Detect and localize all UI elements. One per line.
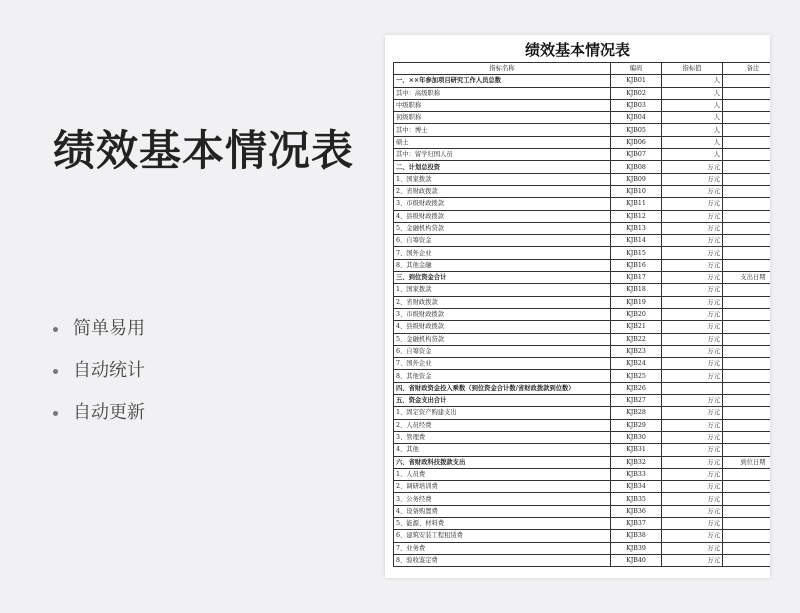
- cell-value: 万元: [662, 419, 723, 431]
- table-row: [394, 75, 771, 87]
- cell-note: 支出日期: [723, 272, 771, 284]
- cell-code: KJB26: [611, 382, 662, 394]
- cell-note: [723, 149, 771, 161]
- cell-code: KJB16: [611, 259, 662, 271]
- table-row: [394, 136, 771, 148]
- cell-note: [723, 468, 771, 480]
- cell-indicator-name: 一、××年参加项目研究工作人员总数: [394, 75, 611, 87]
- cell-indicator-name: 五、资金支出合计: [394, 395, 611, 407]
- cell-value: 万元: [662, 173, 723, 185]
- cell-code: KJB21: [611, 321, 662, 333]
- table-row: [394, 407, 771, 419]
- cell-value: 人: [662, 99, 723, 111]
- cell-code: KJB02: [611, 87, 662, 99]
- table-row: [394, 530, 771, 542]
- header-indicator-name: 指标名称: [394, 63, 611, 75]
- table-row: [394, 382, 771, 394]
- table-row: [394, 431, 771, 443]
- table-row: [394, 308, 771, 320]
- cell-code: KJB32: [611, 456, 662, 468]
- cell-indicator-name: 中级职称: [394, 99, 611, 111]
- cell-note: [723, 235, 771, 247]
- cell-code: KJB17: [611, 272, 662, 284]
- cell-code: KJB33: [611, 468, 662, 480]
- table-row: [394, 161, 771, 173]
- table-row: [394, 247, 771, 259]
- cell-indicator-name: 6、自筹资金: [394, 345, 611, 357]
- cell-indicator-name: 3、市级财政拨款: [394, 308, 611, 320]
- table-row: [394, 149, 771, 161]
- table-row: [394, 468, 771, 480]
- table-row: [394, 444, 771, 456]
- cell-note: [723, 333, 771, 345]
- cell-indicator-name: 7、国外企业: [394, 247, 611, 259]
- table-row: [394, 210, 771, 222]
- feature-item: [53, 350, 145, 392]
- table-row: [394, 481, 771, 493]
- cell-code: KJB10: [611, 185, 662, 197]
- cell-code: KJB38: [611, 530, 662, 542]
- cell-code: KJB14: [611, 235, 662, 247]
- cell-note: [723, 124, 771, 136]
- table-body: [394, 75, 771, 567]
- table-row: [394, 358, 771, 370]
- cell-code: KJB28: [611, 407, 662, 419]
- cell-value: 万元: [662, 161, 723, 173]
- bullet-icon: [53, 369, 58, 374]
- cell-value: 万元: [662, 395, 723, 407]
- cell-indicator-name: 1、国家拨款: [394, 173, 611, 185]
- table-row: [394, 370, 771, 382]
- cell-indicator-name: 初级职称: [394, 112, 611, 124]
- cell-indicator-name: 其中：高级职称: [394, 87, 611, 99]
- cell-value: 万元: [662, 235, 723, 247]
- sheet-title: 绩效基本情况表: [524, 41, 630, 59]
- feature-label: 自动更新: [73, 402, 145, 423]
- cell-value: 万元: [662, 542, 723, 554]
- feature-label: 自动统计: [73, 360, 145, 381]
- table-header-row: [394, 63, 771, 75]
- bullet-icon: [53, 327, 58, 332]
- cell-value: 人: [662, 124, 723, 136]
- cell-note: [723, 284, 771, 296]
- cell-indicator-name: 3、管理费: [394, 431, 611, 443]
- cell-indicator-name: 8、其他资金: [394, 370, 611, 382]
- cell-code: KJB18: [611, 284, 662, 296]
- cell-value: 万元: [662, 333, 723, 345]
- cell-indicator-name: 2、省财政拨款: [394, 296, 611, 308]
- cell-indicator-name: 7、国外企业: [394, 358, 611, 370]
- cell-code: KJB39: [611, 542, 662, 554]
- cell-indicator-name: 5、金融机构贷款: [394, 333, 611, 345]
- cell-value: 万元: [662, 272, 723, 284]
- table-row: [394, 554, 771, 566]
- left-panel: [0, 0, 380, 613]
- table-row: [394, 112, 771, 124]
- performance-table: [393, 62, 770, 567]
- cell-indicator-name: 4、其他: [394, 444, 611, 456]
- feature-list: [53, 308, 145, 434]
- cell-code: KJB24: [611, 358, 662, 370]
- table-row: [394, 345, 771, 357]
- cell-note: [723, 444, 771, 456]
- cell-code: KJB15: [611, 247, 662, 259]
- cell-code: KJB09: [611, 173, 662, 185]
- bullet-icon: [53, 411, 58, 416]
- cell-note: [723, 210, 771, 222]
- cell-value: 人: [662, 112, 723, 124]
- cell-value: 万元: [662, 554, 723, 566]
- cell-note: [723, 542, 771, 554]
- table-row: [394, 493, 771, 505]
- cell-value: 万元: [662, 456, 723, 468]
- cell-indicator-name: 2、人员经费: [394, 419, 611, 431]
- cell-note: [723, 530, 771, 542]
- cell-indicator-name: 2、省财政拨款: [394, 185, 611, 197]
- spreadsheet-preview: [385, 35, 770, 578]
- cell-note: [723, 99, 771, 111]
- cell-indicator-name: 5、能源、材料费: [394, 517, 611, 529]
- cell-value: 万元: [662, 308, 723, 320]
- cell-note: [723, 75, 771, 87]
- cell-note: [723, 554, 771, 566]
- cell-code: KJB20: [611, 308, 662, 320]
- table-row: [394, 124, 771, 136]
- page-title: 绩效基本情况表: [53, 126, 355, 175]
- cell-code: KJB29: [611, 419, 662, 431]
- header-code: 编码: [611, 63, 662, 75]
- cell-code: KJB22: [611, 333, 662, 345]
- cell-code: KJB19: [611, 296, 662, 308]
- cell-value: 万元: [662, 517, 723, 529]
- cell-value: 人: [662, 87, 723, 99]
- cell-note: [723, 198, 771, 210]
- cell-code: KJB36: [611, 505, 662, 517]
- cell-code: KJB04: [611, 112, 662, 124]
- cell-indicator-name: 8、验收鉴定费: [394, 554, 611, 566]
- cell-note: [723, 481, 771, 493]
- cell-indicator-name: 硕士: [394, 136, 611, 148]
- cell-note: 到位日期: [723, 456, 771, 468]
- cell-value: 万元: [662, 198, 723, 210]
- cell-indicator-name: 三、到位资金合计: [394, 272, 611, 284]
- cell-note: [723, 358, 771, 370]
- cell-value: 万元: [662, 247, 723, 259]
- table-row: [394, 284, 771, 296]
- cell-value: 万元: [662, 530, 723, 542]
- table-row: [394, 542, 771, 554]
- cell-note: [723, 87, 771, 99]
- cell-indicator-name: 1、固定资产购建支出: [394, 407, 611, 419]
- cell-note: [723, 345, 771, 357]
- table-row: [394, 222, 771, 234]
- cell-indicator-name: 4、县级财政拨款: [394, 321, 611, 333]
- cell-note: [723, 395, 771, 407]
- table-row: [394, 505, 771, 517]
- cell-note: [723, 161, 771, 173]
- cell-note: [723, 259, 771, 271]
- cell-value: 人: [662, 149, 723, 161]
- cell-value: 人: [662, 136, 723, 148]
- cell-indicator-name: 四、省财政资金投入乘数（到位资金合计数/省财政拨款到位数）: [394, 382, 611, 394]
- cell-value: 万元: [662, 210, 723, 222]
- cell-value: 万元: [662, 444, 723, 456]
- cell-code: KJB08: [611, 161, 662, 173]
- cell-code: KJB40: [611, 554, 662, 566]
- cell-note: [723, 321, 771, 333]
- table-row: [394, 259, 771, 271]
- table-row: [394, 395, 771, 407]
- cell-indicator-name: 其中：留学归国人员: [394, 149, 611, 161]
- cell-value: 万元: [662, 296, 723, 308]
- cell-value: 万元: [662, 284, 723, 296]
- cell-value: 万元: [662, 321, 723, 333]
- cell-indicator-name: 4、设备购置费: [394, 505, 611, 517]
- cell-indicator-name: 6、建筑安装工程租赁费: [394, 530, 611, 542]
- feature-label: 简单易用: [73, 318, 145, 339]
- cell-code: KJB13: [611, 222, 662, 234]
- cell-indicator-name: 8、其他金融: [394, 259, 611, 271]
- table-row: [394, 198, 771, 210]
- cell-note: [723, 407, 771, 419]
- table-row: [394, 185, 771, 197]
- cell-value: 万元: [662, 222, 723, 234]
- cell-indicator-name: 5、金融机构贷款: [394, 222, 611, 234]
- cell-note: [723, 493, 771, 505]
- cell-code: KJB03: [611, 99, 662, 111]
- cell-note: [723, 370, 771, 382]
- cell-code: KJB27: [611, 395, 662, 407]
- cell-indicator-name: 六、省财政科技拨款支出: [394, 456, 611, 468]
- cell-note: [723, 419, 771, 431]
- cell-value: 万元: [662, 345, 723, 357]
- cell-code: KJB05: [611, 124, 662, 136]
- cell-note: [723, 296, 771, 308]
- cell-code: KJB01: [611, 75, 662, 87]
- table-row: [394, 296, 771, 308]
- cell-indicator-name: 2、调研培训费: [394, 481, 611, 493]
- table-row: [394, 173, 771, 185]
- cell-note: [723, 505, 771, 517]
- table-row: [394, 321, 771, 333]
- cell-note: [723, 247, 771, 259]
- cell-note: [723, 308, 771, 320]
- cell-value: [662, 382, 723, 394]
- cell-code: KJB31: [611, 444, 662, 456]
- cell-code: KJB37: [611, 517, 662, 529]
- cell-value: 万元: [662, 493, 723, 505]
- cell-code: KJB25: [611, 370, 662, 382]
- cell-indicator-name: 1、人员费: [394, 468, 611, 480]
- table-row: [394, 517, 771, 529]
- cell-code: KJB30: [611, 431, 662, 443]
- cell-value: 万元: [662, 358, 723, 370]
- cell-indicator-name: 3、市级财政拨款: [394, 198, 611, 210]
- cell-value: 万元: [662, 407, 723, 419]
- cell-note: [723, 173, 771, 185]
- cell-note: [723, 112, 771, 124]
- cell-code: KJB12: [611, 210, 662, 222]
- cell-note: [723, 185, 771, 197]
- cell-code: KJB35: [611, 493, 662, 505]
- table-row: [394, 99, 771, 111]
- cell-value: 万元: [662, 505, 723, 517]
- cell-note: [723, 136, 771, 148]
- feature-item: [53, 392, 145, 434]
- table-row: [394, 333, 771, 345]
- cell-code: KJB11: [611, 198, 662, 210]
- cell-note: [723, 517, 771, 529]
- header-value: 指标值: [662, 63, 723, 75]
- header-note: 备注: [723, 63, 771, 75]
- table-row: [394, 87, 771, 99]
- cell-indicator-name: 3、公务经费: [394, 493, 611, 505]
- cell-note: [723, 431, 771, 443]
- cell-value: 万元: [662, 468, 723, 480]
- cell-value: 万元: [662, 185, 723, 197]
- table-row: [394, 272, 771, 284]
- cell-indicator-name: 7、业务费: [394, 542, 611, 554]
- cell-value: 万元: [662, 481, 723, 493]
- cell-indicator-name: 二、计划总投资: [394, 161, 611, 173]
- cell-note: [723, 382, 771, 394]
- cell-indicator-name: 4、县级财政拨款: [394, 210, 611, 222]
- table-row: [394, 235, 771, 247]
- cell-code: KJB34: [611, 481, 662, 493]
- table-row: [394, 456, 771, 468]
- cell-note: [723, 222, 771, 234]
- cell-value: 万元: [662, 431, 723, 443]
- cell-value: 万元: [662, 259, 723, 271]
- cell-indicator-name: 6、自筹资金: [394, 235, 611, 247]
- cell-indicator-name: 其中：博士: [394, 124, 611, 136]
- cell-code: KJB23: [611, 345, 662, 357]
- cell-code: KJB06: [611, 136, 662, 148]
- cell-indicator-name: 1、国家拨款: [394, 284, 611, 296]
- cell-value: 万元: [662, 370, 723, 382]
- cell-value: 人: [662, 75, 723, 87]
- cell-code: KJB07: [611, 149, 662, 161]
- feature-item: [53, 308, 145, 350]
- table-row: [394, 419, 771, 431]
